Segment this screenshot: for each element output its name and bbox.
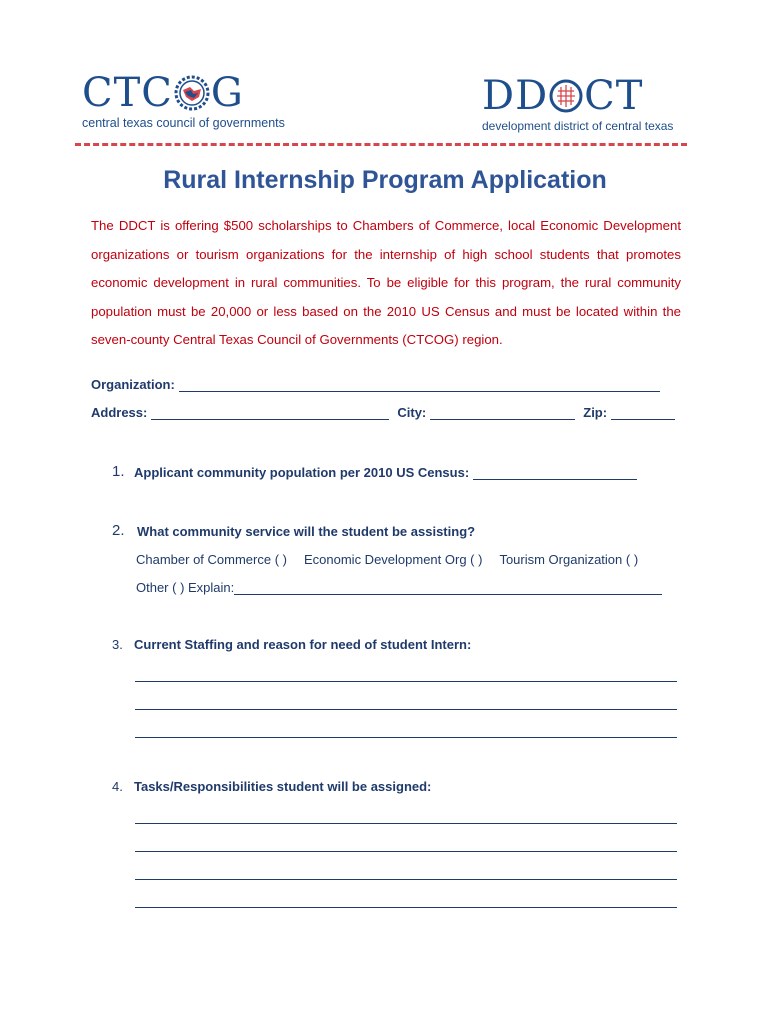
- gear-globe-icon: [174, 75, 210, 111]
- ctcog-subtitle: central texas council of governments: [82, 116, 285, 130]
- option-chamber-of-commerce[interactable]: Chamber of Commerce ( ): [136, 552, 287, 567]
- service-other-row: [136, 580, 670, 595]
- question-3: [112, 637, 471, 652]
- tasks-answer-line-1[interactable]: [135, 823, 677, 824]
- ddoct-letters-a: DD: [482, 73, 549, 119]
- service-options-row: [136, 552, 638, 567]
- ctcog-logo: [82, 70, 285, 130]
- ctcog-letters-b: G: [210, 70, 244, 116]
- option-other[interactable]: Other ( ) Explain:: [136, 580, 235, 595]
- staffing-answer-line-3[interactable]: [135, 737, 677, 738]
- ddoct-letters-b: CT: [584, 73, 644, 119]
- grid-globe-icon: [549, 79, 583, 113]
- address-field[interactable]: [151, 405, 389, 420]
- ctcog-logo-wordmark: [82, 70, 272, 116]
- ddoct-subtitle: development district of central texas: [482, 119, 674, 133]
- tasks-answer-line-4[interactable]: [135, 907, 677, 908]
- ddoct-logo-wordmark: [482, 73, 682, 119]
- zip-field[interactable]: [611, 405, 675, 420]
- page-title: Rural Internship Program Application: [163, 166, 607, 194]
- population-field[interactable]: [473, 465, 637, 480]
- tasks-answer-line-3[interactable]: [135, 879, 677, 880]
- question-2: [112, 522, 475, 539]
- question-1-number: 1.: [112, 463, 125, 480]
- question-2-number: 2.: [112, 522, 125, 539]
- intro-paragraph: The DDCT is offering $500 scholarships to Chambers of Commerce, local Economic Development organizations or tourism organizations for the internship of high school students that promotes economic development in rural communities. To be eligible for this program, the rural community population must be 20,000 or less based on the 2010 US Census and must be located within the seven-county Central Texas Council of Governments (CTCOG) region.: [91, 218, 681, 347]
- option-economic-development-org[interactable]: Economic Development Org ( ): [303, 552, 483, 567]
- staffing-answer-line-1[interactable]: [135, 681, 677, 682]
- question-3-text: Current Staffing and reason for need of student Intern:: [134, 637, 472, 652]
- organization-label: Organization:: [91, 377, 175, 392]
- question-1-text: Applicant community population per 2010 US Census:: [134, 465, 470, 480]
- staffing-answer-line-2[interactable]: [135, 709, 677, 710]
- city-label: City:: [397, 405, 427, 420]
- organization-field[interactable]: [179, 377, 660, 392]
- option-tourism-organization[interactable]: Tourism Organization ( ): [499, 552, 639, 567]
- question-1: [112, 463, 645, 480]
- dashed-divider: [75, 143, 687, 146]
- city-field[interactable]: [430, 405, 575, 420]
- question-4-text: Tasks/Responsibilities student will be assigned:: [134, 779, 432, 794]
- tasks-answer-line-2[interactable]: [135, 851, 677, 852]
- address-label: Address:: [91, 405, 148, 420]
- question-4-number: 4.: [112, 779, 123, 794]
- organization-row: [91, 377, 668, 392]
- question-3-number: 3.: [112, 637, 123, 652]
- address-row: [91, 405, 675, 420]
- ctcog-letters-a: CTC: [82, 70, 173, 116]
- ddoct-logo: [482, 73, 682, 133]
- other-explain-field[interactable]: [234, 580, 662, 595]
- question-2-text: What community service will the student be assisting?: [137, 524, 476, 539]
- zip-label: Zip:: [583, 405, 608, 420]
- question-4: [112, 779, 431, 794]
